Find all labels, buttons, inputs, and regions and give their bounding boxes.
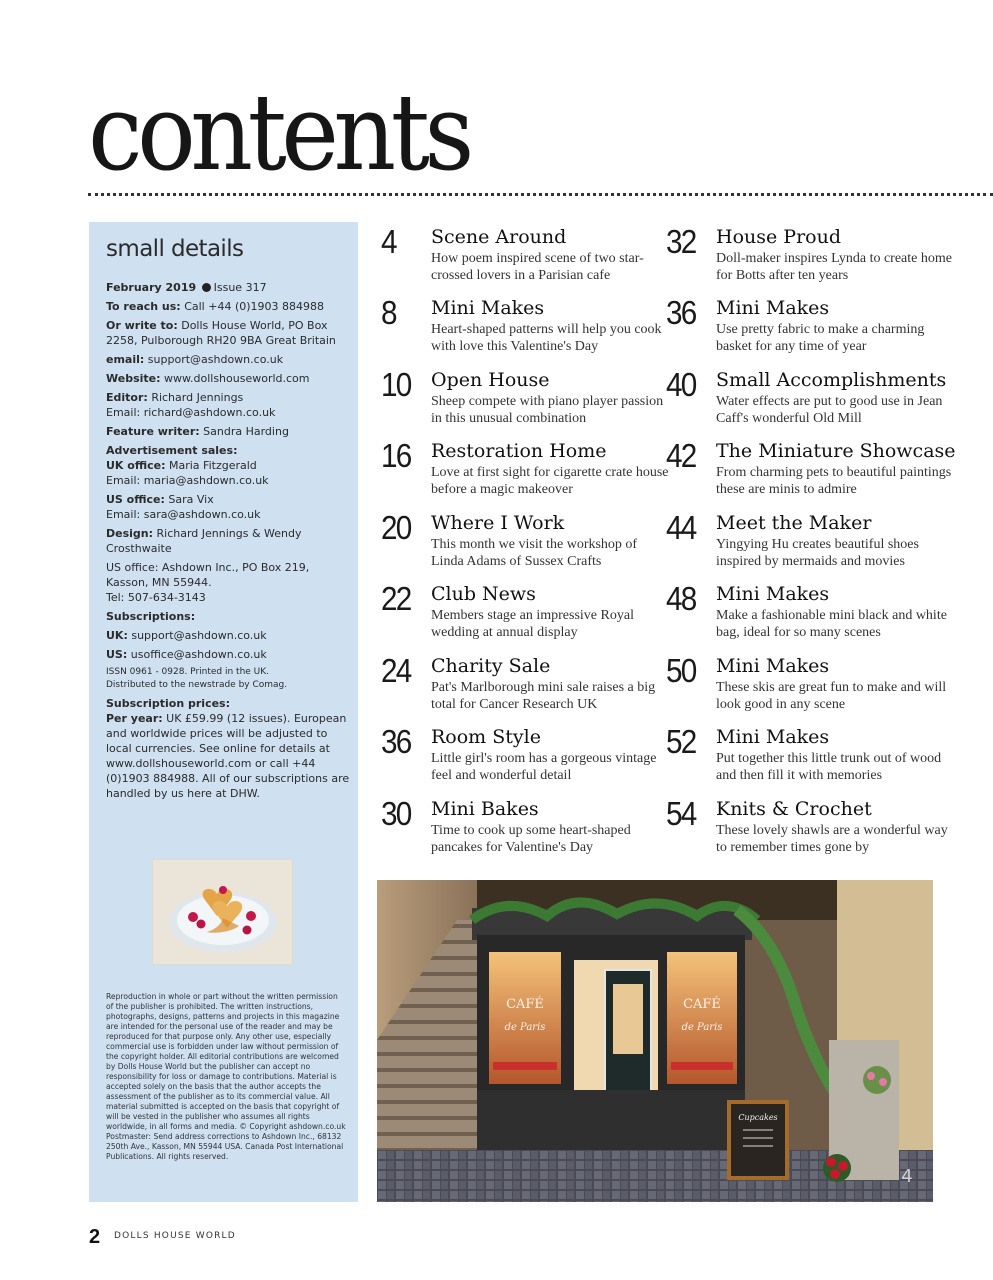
page-number: 50 (666, 652, 696, 689)
contents-entry[interactable] (666, 797, 946, 861)
us-address: US office: Ashdown Inc., PO Box 219, Kasson, MN 55944. (106, 561, 310, 589)
page-number: 8 (381, 294, 396, 331)
article-title: Room Style (431, 726, 541, 748)
article-description: Pat's Marlborough mini sale raises a big total for Cancer Research UK (431, 680, 656, 712)
write-label: Or write to: (106, 319, 178, 332)
design-label: Design: (106, 527, 154, 540)
page-number: 30 (381, 795, 411, 832)
email-link[interactable]: support@ashdown.co.uk (147, 353, 284, 366)
postmaster-text: Postmaster: Send address corrections to Ashdown Inc., 68132 250th Ave., Kasson, MN 55944 USA. Canada Post International Publications. All rights reserved. (106, 1132, 344, 1161)
subs-uk-email[interactable]: support@ashdown.co.uk (131, 629, 267, 642)
article-description: From charming pets to beautiful paintings these are minis to admire (716, 465, 952, 497)
contents-entry[interactable] (381, 225, 661, 289)
article-description: Heart-shaped patterns will help you cook with love this Valentine's Day (431, 322, 662, 354)
cafe-feature-photo[interactable] (377, 880, 933, 1202)
article-description: Members stage an impressive Royal wedding at annual display (431, 608, 634, 640)
uk-office-name: Maria Fitzgerald (169, 459, 257, 472)
contents-entry[interactable] (381, 797, 661, 861)
article-description: Little girl's room has a gorgeous vintage feel and wonderful detail (431, 751, 657, 783)
cafe-sign-script: de Paris (504, 1022, 546, 1033)
write-address: Dolls House World, PO Box 2258, Pulborough RH20 9BA Great Britain (106, 319, 336, 347)
prices-label: Subscription prices: (106, 697, 231, 710)
per-year-label: Per year: (106, 712, 163, 725)
contents-entry[interactable] (381, 654, 661, 718)
sidebar-heading: small details (106, 236, 244, 262)
article-title: Meet the Maker (716, 512, 872, 534)
article-description: Yingying Hu creates beautiful shoes inspired by mermaids and movies (716, 537, 919, 569)
design-block (106, 526, 351, 556)
uk-office-label: UK office: (106, 459, 166, 472)
article-description: Time to cook up some heart-shaped pancakes for Valentine's Day (431, 823, 631, 855)
article-title: Mini Makes (716, 297, 830, 319)
cafe-sign-word: CAFÉ (506, 997, 544, 1012)
subs-us-label: US: (106, 648, 128, 661)
footer-page-number: 2 (89, 1226, 101, 1248)
distribution: Distributed to the newstrade by Comag. (106, 680, 288, 690)
page-number: 10 (381, 366, 411, 403)
article-description: Doll-maker inspires Lynda to create home for Botts after ten years (716, 251, 952, 283)
article-description: Water effects are put to good use in Jean Caff's wonderful Old Mill (716, 394, 943, 426)
contents-entry[interactable] (666, 223, 952, 289)
pancakes-plate-icon (153, 860, 293, 965)
article-title: Mini Makes (716, 655, 830, 677)
feature-writer: Sandra Harding (203, 425, 289, 438)
dotted-rule (88, 193, 993, 196)
subs-us-email[interactable]: usoffice@ashdown.co.uk (130, 648, 267, 661)
page-badge: 4 (901, 1166, 913, 1187)
subs-uk-label: UK: (106, 629, 128, 642)
issue-date: February 2019 (106, 281, 197, 294)
uk-office-block (106, 458, 351, 488)
issn: ISSN 0961 - 0928. Printed in the UK. (106, 667, 270, 677)
contents-entry[interactable] (666, 296, 946, 360)
contents-entry[interactable] (381, 296, 661, 360)
reach-line (106, 299, 351, 314)
ads-label: Advertisement sales: (106, 444, 238, 457)
page-number: 48 (666, 580, 696, 617)
page-number: 52 (666, 723, 696, 760)
us-office-email[interactable]: Email: sara@ashdown.co.uk (106, 508, 261, 521)
editor-label: Editor: (106, 391, 148, 404)
page-number: 42 (666, 437, 696, 474)
article-description: This month we visit the workshop of Linda Adams of Sussex Crafts (431, 537, 638, 569)
article-description: Put together this little trunk out of wood and then fill it with memories (716, 751, 942, 783)
page-number: 22 (381, 580, 411, 617)
prices-block (106, 711, 351, 801)
contents-entry[interactable] (381, 582, 661, 646)
editor-name: Richard Jennings (151, 391, 244, 404)
sidebar-info (106, 280, 351, 805)
article-description: These skis are great fun to make and will look good in any scene (716, 680, 947, 712)
article-title: Small Accomplishments (716, 369, 947, 391)
issue-line (106, 280, 351, 295)
contents-entry[interactable] (666, 368, 946, 432)
article-title: Where I Work (431, 512, 565, 534)
contents-entry[interactable] (666, 654, 946, 718)
page-number: 36 (381, 723, 411, 760)
subs-us-line (106, 647, 351, 662)
editor-email[interactable]: Email: richard@ashdown.co.uk (106, 406, 276, 419)
article-title: Mini Bakes (431, 798, 539, 820)
miniature-cafe-scene (377, 880, 933, 1202)
page-number: 16 (381, 437, 411, 474)
article-title: Charity Sale (431, 655, 551, 677)
website-label: Website: (106, 372, 161, 385)
us-office-name: Sara Vix (168, 493, 214, 506)
editor-block (106, 390, 351, 420)
page-title: contents (88, 71, 469, 194)
contents-entry[interactable] (381, 511, 661, 575)
article-title: Mini Makes (716, 583, 830, 605)
contents-entry[interactable] (666, 511, 946, 575)
small-details-sidebar (89, 222, 358, 1202)
us-office-block (106, 492, 351, 522)
design-credit: Richard Jennings & Wendy Crosthwaite (106, 527, 302, 555)
contents-entry[interactable] (381, 725, 661, 789)
contents-entry[interactable] (381, 437, 669, 503)
us-address-block (106, 560, 351, 605)
contents-entry[interactable] (666, 725, 946, 789)
article-title: Scene Around (431, 226, 567, 248)
article-description: These lovely shawls are a wonderful way to remember times gone by (716, 823, 948, 855)
page-number: 32 (666, 223, 696, 260)
article-title: Mini Makes (431, 297, 545, 319)
pancakes-photo (152, 859, 293, 965)
subs-uk-line (106, 628, 351, 643)
article-description: Make a fashionable mini black and white bag, ideal for so many scenes (716, 608, 947, 640)
page-number: 20 (381, 509, 411, 546)
reach-phone: Call +44 (0)1903 884988 (184, 300, 325, 313)
article-description: Use pretty fabric to make a charming basket for any time of year (716, 322, 925, 354)
issn-block (106, 666, 351, 692)
email-label: email: (106, 353, 145, 366)
per-year-text: UK £59.99 (12 issues). European and worldwide prices will be adjusted to local currencies. See online for details at www.dollshouseworld.com or call +44 (0)1903 884988. All of our subscriptions are handled by us here at DHW. (106, 712, 350, 800)
issue-number: Issue 317 (213, 281, 267, 294)
us-tel: Tel: 507-634-3143 (106, 591, 206, 604)
cafe-sign-script-2: de Paris (681, 1022, 723, 1033)
footer-magazine-name: DOLLS HOUSE WORLD (114, 1231, 236, 1241)
feature-line (106, 424, 351, 439)
bullet-dot-icon (202, 283, 211, 292)
article-title: Club News (431, 583, 536, 605)
uk-office-email[interactable]: Email: maria@ashdown.co.uk (106, 474, 269, 487)
article-title: House Proud (716, 226, 841, 248)
article-title: Knits & Crochet (716, 798, 872, 820)
page-number: 36 (666, 294, 696, 331)
page-number: 44 (666, 509, 696, 546)
contents-entry[interactable] (381, 366, 664, 432)
article-title: Restoration Home (431, 440, 607, 462)
write-line (106, 318, 351, 348)
page-number: 24 (381, 652, 411, 689)
article-title: Open House (431, 369, 550, 391)
article-description: How poem inspired scene of two star-crossed lovers in a Parisian cafe (431, 251, 644, 283)
contents-entry[interactable] (666, 437, 956, 503)
reach-label: To reach us: (106, 300, 181, 313)
legal-text: Reproduction in whole or part without the written permission of the publisher is prohibited. The written instructions, photographs, designs, patterns and projects in this magazine are intended for the personal use of the reader and may be reproduced for that purpose only. Any other use, especially commercial use is forbidden under law without permission of the copyright holder. All editorial contributions are welcomed by Dolls House World but the publisher can accept no responsibility for loss or damage to contributions. Material is accepted solely on the basis that the author accepts the assessment of the publisher as to its commercial value. All material submitted is accepted on the basis that copyright of will be vested in the publisher who assumes all rights worldwide, in all forms and media. © Copyright ashdown.co.uk (106, 992, 346, 1131)
us-office-label: US office: (106, 493, 165, 506)
legal-notice (106, 992, 346, 1162)
subs-label: Subscriptions: (106, 610, 196, 623)
feature-label: Feature writer: (106, 425, 200, 438)
website-line (106, 371, 351, 386)
article-description: Sheep compete with piano player passion in this unusual combination (431, 394, 664, 426)
page-number: 54 (666, 795, 696, 832)
article-title: Mini Makes (716, 726, 830, 748)
cafe-sign-word-2: CAFÉ (683, 997, 721, 1012)
chalkboard-title: Cupcakes (738, 1113, 778, 1122)
website-link[interactable]: www.dollshouseworld.com (164, 372, 310, 385)
article-title: The Miniature Showcase (716, 440, 956, 462)
article-description: Love at first sight for cigarette crate house before a magic makeover (431, 465, 669, 497)
page-number: 4 (381, 223, 396, 260)
page-number: 40 (666, 366, 696, 403)
contents-entry[interactable] (666, 582, 946, 646)
email-line (106, 352, 351, 367)
